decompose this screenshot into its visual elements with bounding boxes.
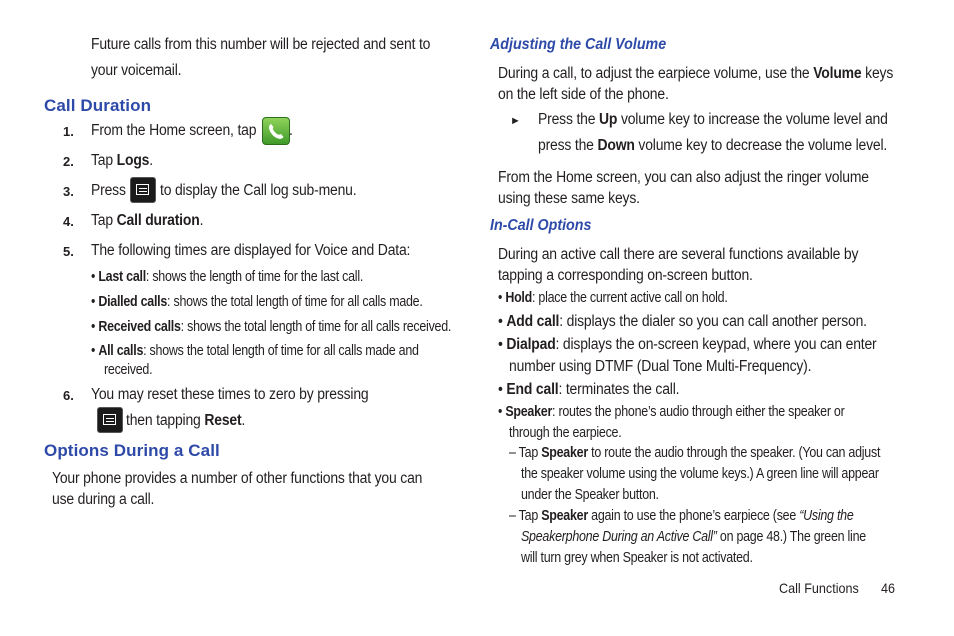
press-down-line: press the Down volume key to decrease the volume level. xyxy=(538,137,888,154)
bullet-end-call: • End call: terminates the call. xyxy=(498,381,680,398)
step-6-line-2: then tapping Reset. xyxy=(126,412,246,429)
step-3-post: to display the Call log sub-menu. xyxy=(160,182,357,199)
step-number: 1. xyxy=(63,124,74,139)
press-up-line: Press the Up volume key to increase the volume level and xyxy=(538,111,888,128)
bullet-dialpad: • Dialpad: displays the on-screen keypad, where you can enter xyxy=(498,336,877,353)
menu-key-icon xyxy=(130,177,156,203)
menu-key-icon xyxy=(97,407,123,433)
step-6-line-1: You may reset these times to zero by pressing xyxy=(91,386,369,403)
incall-line-1: During an active call there are several functions available by xyxy=(498,246,859,263)
adjust-line-1: During a call, to adjust the earpiece volume, use the Volume keys xyxy=(498,65,894,82)
sub-bullet-speaker-1-line-3: under the Speaker button. xyxy=(521,487,659,503)
footer-section-title: Call Functions xyxy=(779,580,859,596)
page-number: 46 xyxy=(881,580,896,596)
bullet-received-calls: • Received calls: shows the total length of time for all calls received. xyxy=(91,319,452,335)
bullet-speaker-line-2: through the earpiece. xyxy=(509,425,622,441)
step-5-text: The following times are displayed for Voice and Data: xyxy=(91,242,411,259)
call-duration-heading: Call Duration xyxy=(44,96,152,115)
step-4-text: Tap Call duration. xyxy=(91,212,204,229)
adjusting-volume-heading: Adjusting the Call Volume xyxy=(490,36,667,53)
options-during-call-heading: Options During a Call xyxy=(44,441,220,460)
options-line-1: Your phone provides a number of other functions that you can xyxy=(52,470,423,487)
options-line-2: use during a call. xyxy=(52,491,155,508)
intro-line-2: your voicemail. xyxy=(91,62,182,79)
step-number: 3. xyxy=(63,184,74,199)
bullet-last-call: • Last call: shows the length of time for the last call. xyxy=(91,269,364,285)
in-call-options-heading: In-Call Options xyxy=(490,217,592,234)
sub-bullet-speaker-2-line-3: will turn grey when Speaker is not activated. xyxy=(521,550,753,566)
step-number: 2. xyxy=(63,154,74,169)
bullet-add-call: • Add call: displays the dialer so you can call another person. xyxy=(498,313,867,330)
step-number: 5. xyxy=(63,244,74,259)
bullet-all-calls-line-2: received. xyxy=(104,362,153,378)
bullet-hold: • Hold: place the current active call on hold. xyxy=(498,290,728,306)
step-1-end: . xyxy=(289,122,293,139)
sub-bullet-speaker-2: – Tap Speaker again to use the phone’s earpiece (see “Using the xyxy=(509,508,854,524)
bullet-all-calls: • All calls: shows the total length of time for all calls made and xyxy=(91,343,419,359)
home-line-2: using these same keys. xyxy=(498,190,640,207)
sub-bullet-speaker-2-line-2: Speakerphone During an Active Call” on page 48.) The green line xyxy=(521,529,866,545)
bullet-dialpad-line-2: number using DTMF (Dual Tone Multi-Frequency). xyxy=(509,358,812,375)
arrow-bullet-icon: ► xyxy=(510,115,521,127)
step-2-text: Tap Logs. xyxy=(91,152,153,169)
bullet-dialled-calls: • Dialled calls: shows the total length of time for all calls made. xyxy=(91,294,423,310)
sub-bullet-speaker-1-line-2: the speaker volume using the volume keys.) A green line will appear xyxy=(521,466,879,482)
home-line-1: From the Home screen, you can also adjust the ringer volume xyxy=(498,169,869,186)
incall-line-2: tapping a corresponding on-screen button. xyxy=(498,267,753,284)
step-number: 6. xyxy=(63,388,74,403)
phone-app-icon xyxy=(262,117,290,145)
bullet-speaker: • Speaker: routes the phone’s audio through either the speaker or xyxy=(498,404,845,420)
adjust-line-2: on the left side of the phone. xyxy=(498,86,669,103)
sub-bullet-speaker-1: – Tap Speaker to route the audio through the speaker. (You can adjust xyxy=(509,445,881,461)
step-1-text: From the Home screen, tap xyxy=(91,122,257,139)
intro-line-1: Future calls from this number will be rejected and sent to xyxy=(91,36,431,53)
step-number: 4. xyxy=(63,214,74,229)
step-3-pre: Press xyxy=(91,182,126,199)
